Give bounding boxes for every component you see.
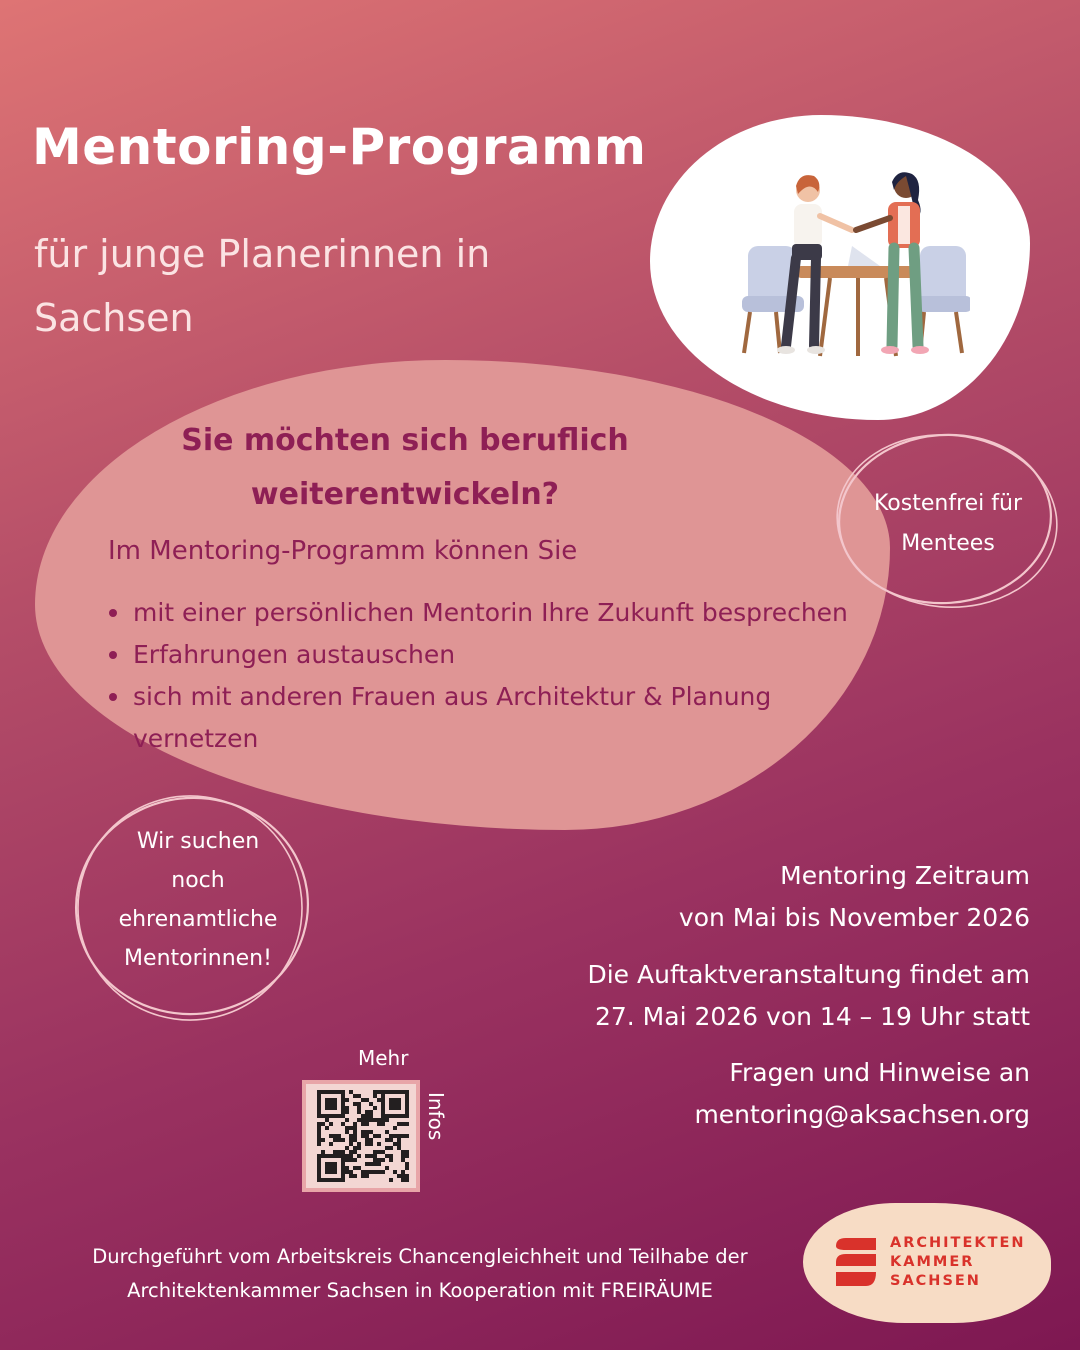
page-title: Mentoring-Programm (32, 118, 647, 176)
question-line-1: Sie möchten sich beruflich (181, 423, 629, 458)
period-value: von Mai bis November 2026 (678, 903, 1030, 932)
period-label: Mentoring Zeitraum (780, 861, 1030, 890)
qr-finder-pattern (319, 1156, 343, 1180)
search-badge-line-4: Mentorinnen! (124, 946, 272, 971)
architektenkammer-logo-icon (832, 1236, 880, 1288)
list-item: mit einer persönlichen Mentorin Ihre Zukunft besprechen (105, 592, 895, 634)
logo-text (890, 1234, 1026, 1291)
period-info (679, 855, 1030, 939)
kickoff-line-2: 27. Mai 2026 von 14 – 19 Uhr statt (594, 1002, 1030, 1031)
search-badge-line-1: Wir suchen (136, 829, 260, 854)
free-badge-line-1: Kostenfrei für (873, 491, 1023, 516)
qr-finder-pattern (383, 1092, 407, 1116)
contact-line-1: Fragen und Hinweise an (729, 1058, 1030, 1087)
intro-text: Im Mentoring-Programm können Sie (108, 536, 578, 566)
free-badge (858, 484, 1038, 564)
search-badge-line-3: ehrenamtliche (118, 907, 278, 932)
search-badge (96, 822, 300, 978)
benefits-list (105, 592, 895, 760)
logo-line-1: ARCHITEKTEN (890, 1235, 1026, 1251)
contact-email[interactable]: mentoring@aksachsen.org (694, 1100, 1030, 1129)
contact-info (694, 1052, 1030, 1136)
page-subtitle: für junge Planerinnen in Sachsen (34, 232, 491, 340)
free-badge-line-2: Mentees (901, 531, 995, 556)
question-heading (100, 414, 710, 522)
list-item: Erfahrungen austauschen (105, 634, 895, 676)
logo-line-3: SACHSEN (890, 1273, 981, 1289)
footer-line-1: Durchgeführt vom Arbeitskreis Chancengleichheit und Teilhabe der (92, 1245, 748, 1268)
logo-line-2: KAMMER (890, 1254, 975, 1270)
footer-line-2: Architektenkammer Sachsen in Kooperation mit FREIRÄUME (127, 1279, 713, 1302)
list-item: sich mit anderen Frauen aus Architektur & Planung vernetzen (105, 676, 895, 760)
qr-label-top: Mehr (358, 1046, 409, 1070)
handshake-illustration-icon (740, 168, 970, 360)
kickoff-line-1: Die Auftaktveranstaltung findet am (587, 960, 1030, 989)
kickoff-info (587, 954, 1030, 1038)
footer-credit (60, 1240, 780, 1308)
search-badge-line-2: noch (171, 868, 225, 893)
qr-code-icon[interactable] (316, 1090, 410, 1182)
question-line-2: weiterentwickeln? (250, 477, 560, 512)
qr-finder-pattern (319, 1092, 343, 1116)
qr-label-side: Infos (424, 1092, 448, 1141)
